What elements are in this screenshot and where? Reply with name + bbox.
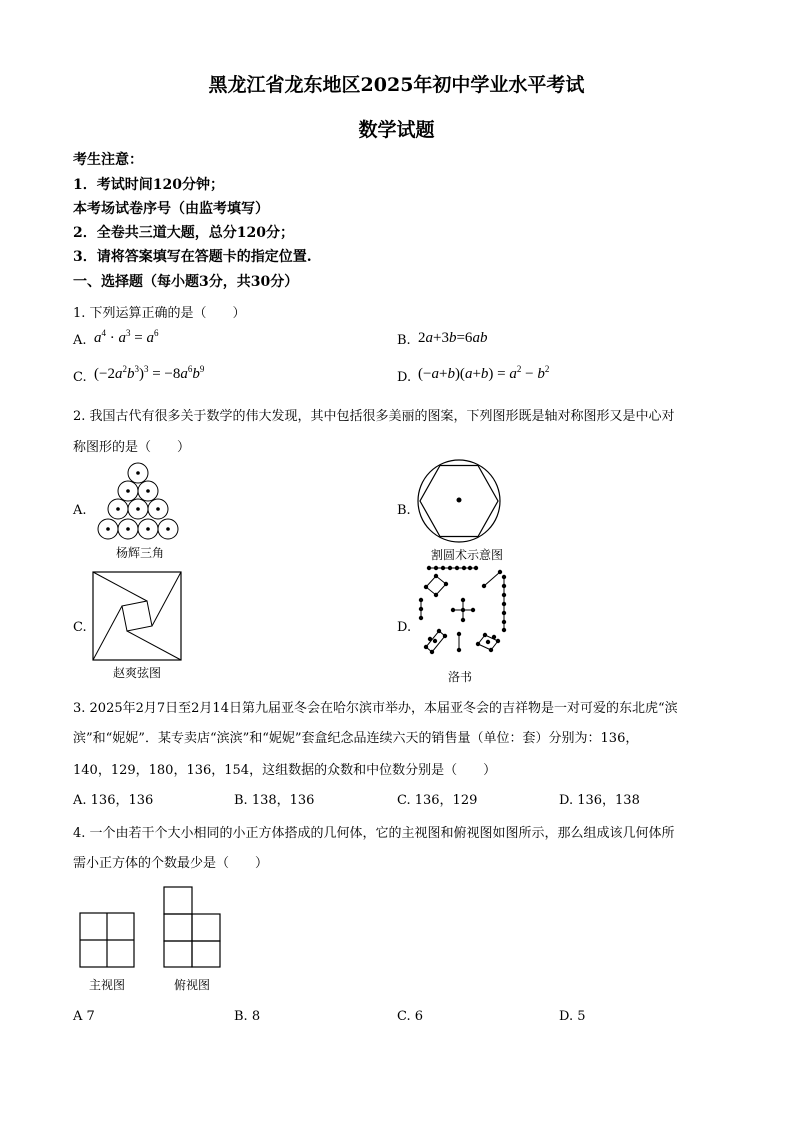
note-item: 1．考试时间120分钟； [73,177,224,193]
q2-option-a-caption: 杨辉三角 [115,546,164,560]
q2-option-b-label: B. [397,503,411,518]
circle-cutting-figure [416,458,502,544]
top-view-figure [163,886,221,968]
q4-front-view-caption: 主视图 [88,978,125,992]
section-heading: 一、选择题（每小题3分，共30分） [73,274,299,290]
q4-option-a: A 7 [73,1009,95,1024]
q2-stem-line1: 2. 我国古代有很多关于数学的伟大发现，其中包括很多美丽的图案，下列图形既是轴对称图形又是中心对 [73,409,675,424]
q1-option-c-formula: $(-2a^2b^3)^3 = -8a^6b^9$ [94,364,205,382]
q3-option-b: B. 138，136 [234,793,315,808]
q3-option-a: A. 136，136 [73,793,154,808]
q2-option-a-label: A. [73,503,87,518]
page-title: 黑龙江省龙东地区2025年初中学业水平考试 [208,74,585,96]
q4-top-view-caption: 俯视图 [173,978,210,992]
q3-option-c: C. 136，129 [397,793,478,808]
q3-line1: 3. 2025年2月7日至2月14日第九届亚冬会在哈尔滨市举办，本届亚冬会的吉祥物是一对可爱的东北虎“滨 [73,701,678,716]
q2-stem-line2: 称图形的是（ ） [73,440,191,455]
q4-option-c: C. 6 [397,1009,424,1024]
q4-line2: 需小正方体的个数最少是（ ） [73,856,269,871]
zhao-shuang-diagram-figure [92,571,182,661]
q4-option-b: B. 8 [234,1009,261,1024]
luoshu-figure [414,562,514,662]
note-item: 3．请将答案填写在答题卡的指定位置. [73,249,312,265]
note-item: 本考场试卷序号（由监考填写） [73,201,269,217]
note-item: 2．全卷共三道大题，总分120分； [73,225,294,241]
q3-line2: 滨”和“妮妮”．某专卖店“滨滨”和“妮妮”套盒纪念品连续六天的销售量（单位：套）分别为：136， [73,731,639,746]
notes-heading: 考生注意： [73,152,143,168]
yanghui-triangle-figure [92,462,187,544]
front-view-figure [79,912,135,968]
q1-option-a-label: A. [73,333,87,348]
q4-line1: 4. 一个由若干个大小相同的小正方体搭成的几何体，它的主视图和俯视图如图所示，那么组成该几何体所 [73,826,675,841]
q2-option-d-caption: 洛书 [447,670,472,684]
q3-line3: 140，129，180，136，154，这组数据的众数和中位数分别是（ ） [73,763,497,778]
q1-option-b-formula: 2a+3b=6ab [418,330,488,346]
q2-option-b-caption: 割圆术示意图 [430,548,503,562]
q1-option-a-formula: $a^4 \cdot a^3 = a^6$ [94,328,159,346]
q1-option-b-label: B. [397,333,411,348]
q1-option-d-label: D. [397,370,412,385]
q2-option-d-label: D. [397,620,412,635]
q4-option-d: D. 5 [559,1009,586,1024]
q1-option-d-formula: $(-a+b)(a+b) = a^2 - b^2$ [418,364,550,382]
q3-option-d: D. 136，138 [559,793,640,808]
q1-option-c-label: C. [73,370,87,385]
page-subtitle: 数学试题 [358,119,435,141]
q2-option-c-label: C. [73,620,87,635]
q1-stem: 1. 下列运算正确的是（ ） [73,306,246,321]
q2-option-c-caption: 赵爽弦图 [112,666,161,680]
